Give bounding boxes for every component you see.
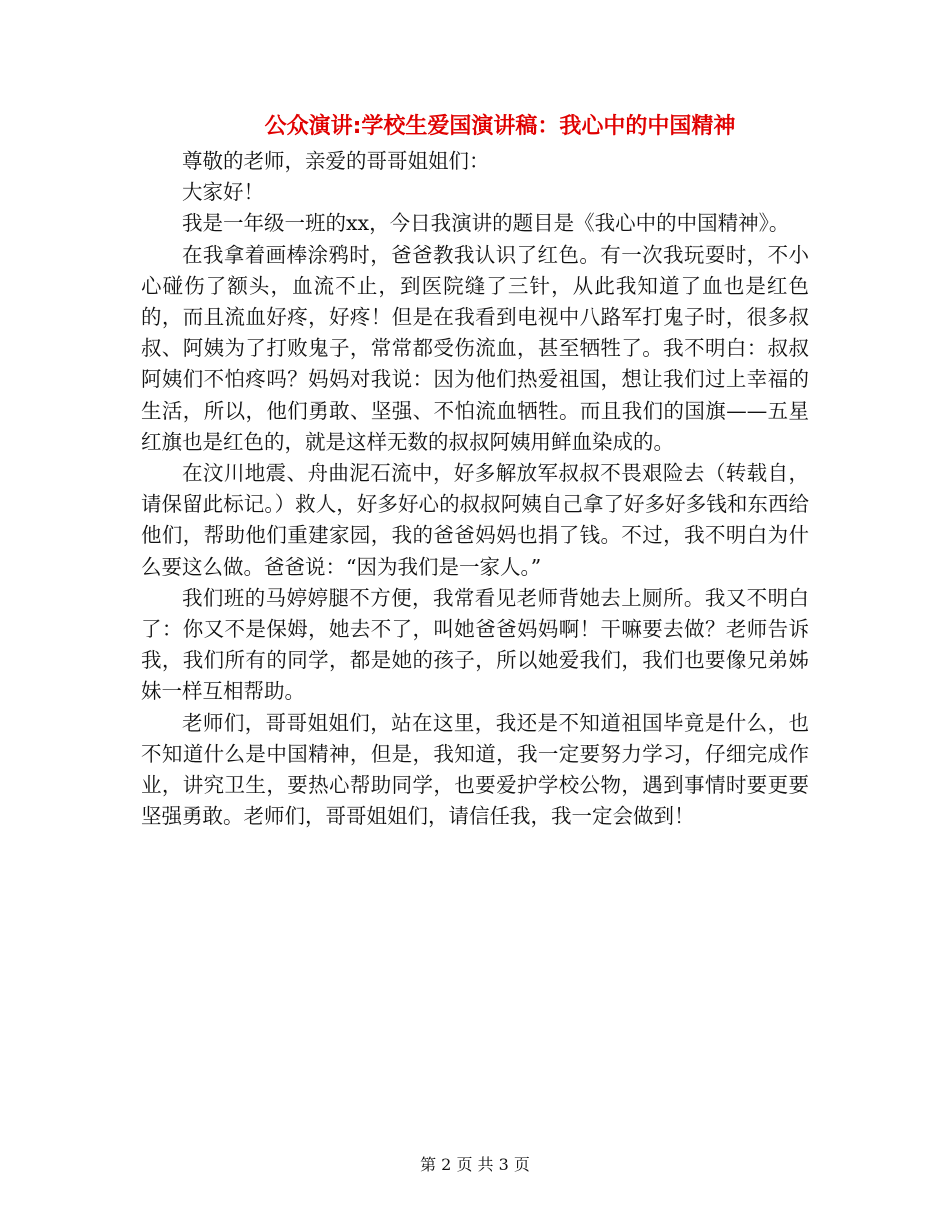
paragraph-earthquake: 在汶川地震、舟曲泥石流中，好多解放军叔叔不畏艰险去（转载自，请保留此标记。）救人，好多好心的叔叔阿姨自己拿了好多好多钱和东西给他们，帮助他们重建家园，我的爸爸妈妈也捐了钱。不过，我不明白为什么要这么做。爸爸说：“因为我们是一家人。” [141, 461, 809, 579]
page-number-footer: 第 2 页 共 3 页 [420, 1155, 530, 1174]
paragraph-introduction: 我是一年级一班的xx，今日我演讲的题目是《我心中的中国精神》。 [182, 211, 790, 236]
paragraph-classmate: 我们班的马婷婷腿不方便，我常看见老师背她去上厕所。我又不明白了：你又不是保姆，她去不了，叫她爸爸妈妈啊！干嘛要去做？老师告诉我，我们所有的同学，都是她的孩子，所以她爱我们，我们也要像兄弟姊妹一样互相帮助。 [141, 585, 809, 704]
document-title: 公众演讲:学校生爱国演讲稿：我心中的中国精神 [264, 114, 736, 139]
document-body [141, 146, 809, 832]
paragraph-red-color: 在我拿着画棒涂鸦时，爸爸教我认识了红色。有一次我玩耍时，不小心碰伤了额头，血流不止，到医院缝了三针，从此我知道了血也是红色的，而且流血好疼，好疼！但是在我看到电视中八路军打鬼子时，很多叔叔、阿姨为了打败鬼子，常常都受伤流血，甚至牺牲了。我不明白：叔叔阿姨们不怕疼吗？妈妈对我说：因为他们热爱祖国，想让我们过上幸福的生活，所以，他们勇敢、坚强、不怕流血牺牲。而且我们的国旗——五星红旗也是红色的，就是这样无数的叔叔阿姨用鲜血染成的。 [141, 242, 809, 454]
paragraph-salutation: 尊敬的老师，亲爱的哥哥姐姐们： [182, 149, 490, 173]
paragraph-conclusion: 老师们，哥哥姐姐们，站在这里，我还是不知道祖国毕竟是什么，也不知道什么是中国精神，但是，我知道，我一定要努力学习，仔细完成作业，讲究卫生，要热心帮助同学，也要爱护学校公物，遇到事情时要更要坚强勇敢。老师们，哥哥姐姐们，请信任我，我一定会做到！ [141, 710, 809, 829]
paragraph-greeting: 大家好！ [182, 180, 264, 205]
